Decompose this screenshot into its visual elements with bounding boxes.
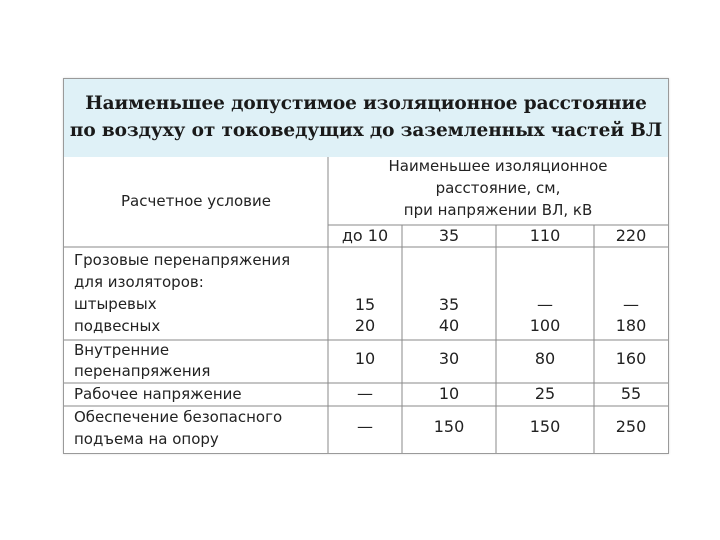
title-line-1: Наименьшее допустимое изоляционное расстояние	[85, 93, 647, 114]
cell-operating-10: —	[357, 384, 373, 403]
cell-pin-110: —	[537, 295, 553, 314]
distance-header-line-2: расстояние, см,	[435, 179, 561, 197]
row-climbing-label-1: Обеспечение безопасного	[74, 408, 283, 426]
row-lightning-label-2: для изоляторов:	[74, 273, 204, 291]
condition-header: Расчетное условие	[121, 192, 271, 210]
row-lightning-label-4: подвесных	[74, 317, 161, 335]
cell-suspension-220: 180	[615, 316, 647, 335]
insulation-distance-table	[64, 157, 668, 453]
cell-climbing-110: 150	[529, 417, 561, 436]
cell-operating-110: 25	[534, 384, 556, 403]
cell-internal-220: 160	[615, 349, 647, 368]
cell-operating-220: 55	[620, 384, 642, 403]
cell-internal-35: 30	[438, 349, 460, 368]
voltage-header-35: 35	[438, 226, 460, 245]
cell-suspension-35: 40	[438, 316, 460, 335]
voltage-header-110: 110	[529, 226, 561, 245]
cell-suspension-10: 20	[354, 316, 376, 335]
cell-climbing-220: 250	[615, 417, 647, 436]
row-internal-label-2: перенапряжения	[74, 362, 211, 380]
table-sheet	[63, 78, 669, 454]
cell-internal-10: 10	[354, 349, 376, 368]
cell-climbing-35: 150	[433, 417, 465, 436]
cell-operating-35: 10	[438, 384, 460, 403]
voltage-header-220: 220	[615, 226, 647, 245]
distance-header-line-3: при напряжении ВЛ, кВ	[403, 201, 593, 219]
row-climbing-label-2: подъема на опору	[74, 430, 219, 448]
cell-suspension-110: 100	[529, 316, 561, 335]
cell-pin-35: 35	[438, 295, 460, 314]
cell-pin-220: —	[623, 295, 639, 314]
cell-pin-10: 15	[354, 295, 376, 314]
row-lightning-label-1: Грозовые перенапряжения	[74, 251, 291, 269]
row-internal-label-1: Внутренние	[74, 341, 170, 359]
row-operating-label: Рабочее напряжение	[74, 385, 242, 403]
cell-internal-110: 80	[534, 349, 556, 368]
row-lightning-label-3: штыревых	[74, 295, 157, 313]
cell-climbing-10: —	[357, 417, 373, 436]
title-line-2: по воздуху от токоведущих до заземленных частей ВЛ	[69, 120, 663, 141]
voltage-header-10: до 10	[341, 226, 389, 245]
title-band	[64, 79, 668, 157]
distance-header-line-1: Наименьшее изоляционное	[388, 157, 608, 175]
